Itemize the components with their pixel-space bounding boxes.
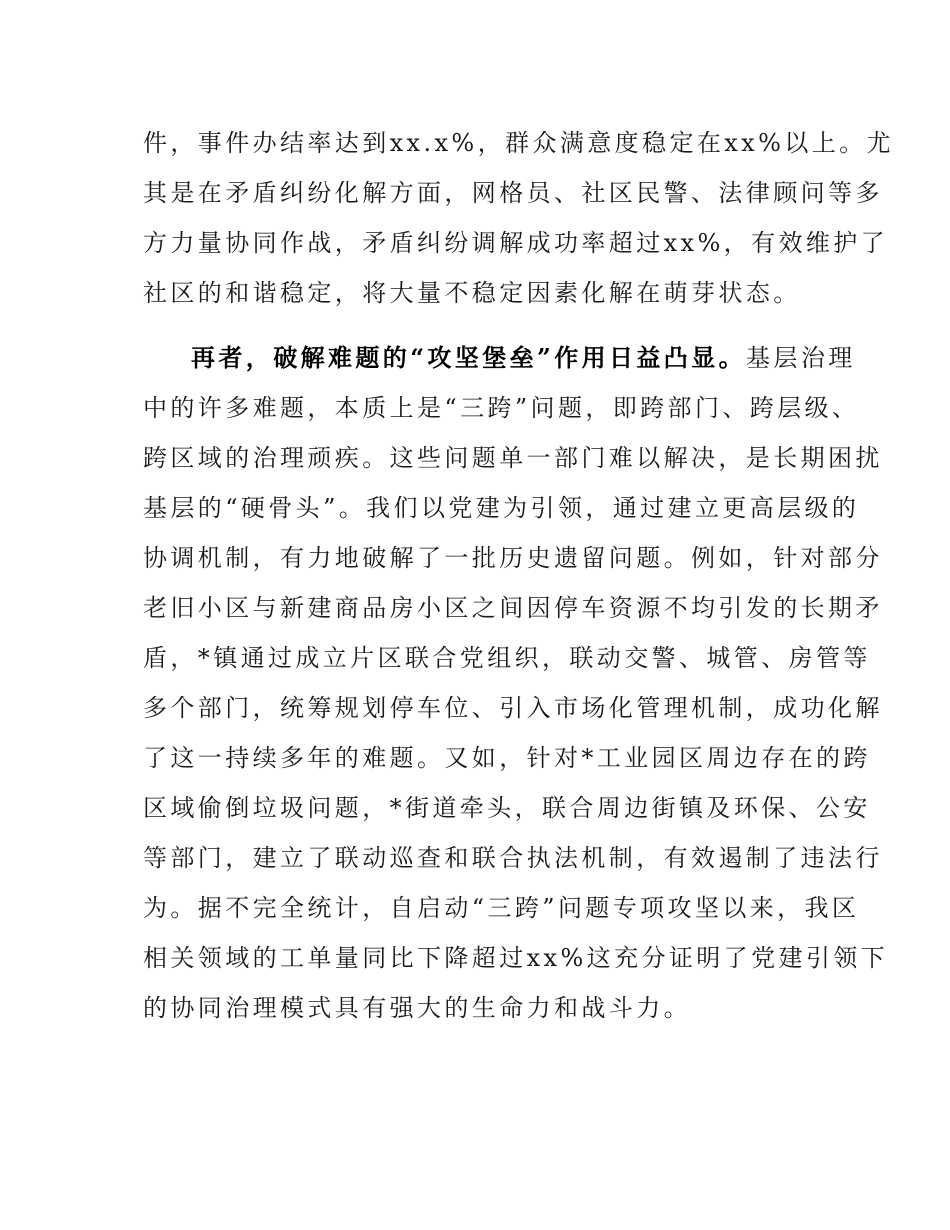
paragraph-line-rest: 基层治理 <box>746 344 856 372</box>
paragraph-line: 社区的和谐稳定，将大量不稳定因素化解在萌芽状态。 <box>143 279 801 307</box>
paragraph-1 <box>143 118 894 318</box>
paragraph-first-line <box>143 333 856 383</box>
paragraph-line: 方力量协同作战，矛盾纠纷调解成功率超过xx%，有效维护了 <box>143 229 889 257</box>
paragraph-line: 的协同治理模式具有强大的生命力和战斗力。 <box>143 994 691 1022</box>
paragraph-line: 等部门，建立了联动巡查和联合执法机制，有效遏制了违法行 <box>143 844 883 872</box>
paragraph-line: 其是在矛盾纠纷化解方面，网格员、社区民警、法律顾问等多 <box>143 179 883 207</box>
paragraph-line: 相关领域的工单量同比下降超过xx%这充分证明了党建引领下 <box>143 944 889 972</box>
paragraph-line: 为。据不完全统计，自启动“三跨”问题专项攻坚以来，我区 <box>143 894 860 922</box>
paragraph-line: 多个部门，统筹规划停车位、引入市场化管理机制，成功化解 <box>143 694 883 722</box>
paragraph-line: 老旧小区与新建商品房小区之间因停车资源不均引发的长期矛 <box>143 594 883 622</box>
paragraph-line: 区域偷倒垃圾问题，*街道牵头，联合周边街镇及环保、公安 <box>143 794 871 822</box>
paragraph-line: 中的许多难题，本质上是“三跨”问题，即跨部门、跨层级、 <box>143 394 860 422</box>
paragraph-line: 基层的“硬骨头”。我们以党建为引领，通过建立更高层级的 <box>143 494 860 522</box>
paragraph-line: 协调机制，有力地破解了一批历史遗留问题。例如，针对部分 <box>143 544 883 572</box>
paragraph-line: 件，事件办结率达到xx.x%，群众满意度稳定在xx%以上。尤 <box>143 129 894 157</box>
paragraph-line: 了这一持续多年的难题。又如，针对*工业园区周边存在的跨 <box>143 744 871 772</box>
paragraph-line: 跨区域的治理顽疾。这些问题单一部门难以解决，是长期困扰 <box>143 444 883 472</box>
paragraph-2 <box>143 333 889 1033</box>
paragraph-line: 盾，*镇通过成立片区联合党组织，联动交警、城管、房管等 <box>143 644 871 672</box>
paragraph-heading: 再者，破解难题的“攻坚堡垒”作用日益凸显。 <box>191 343 747 372</box>
